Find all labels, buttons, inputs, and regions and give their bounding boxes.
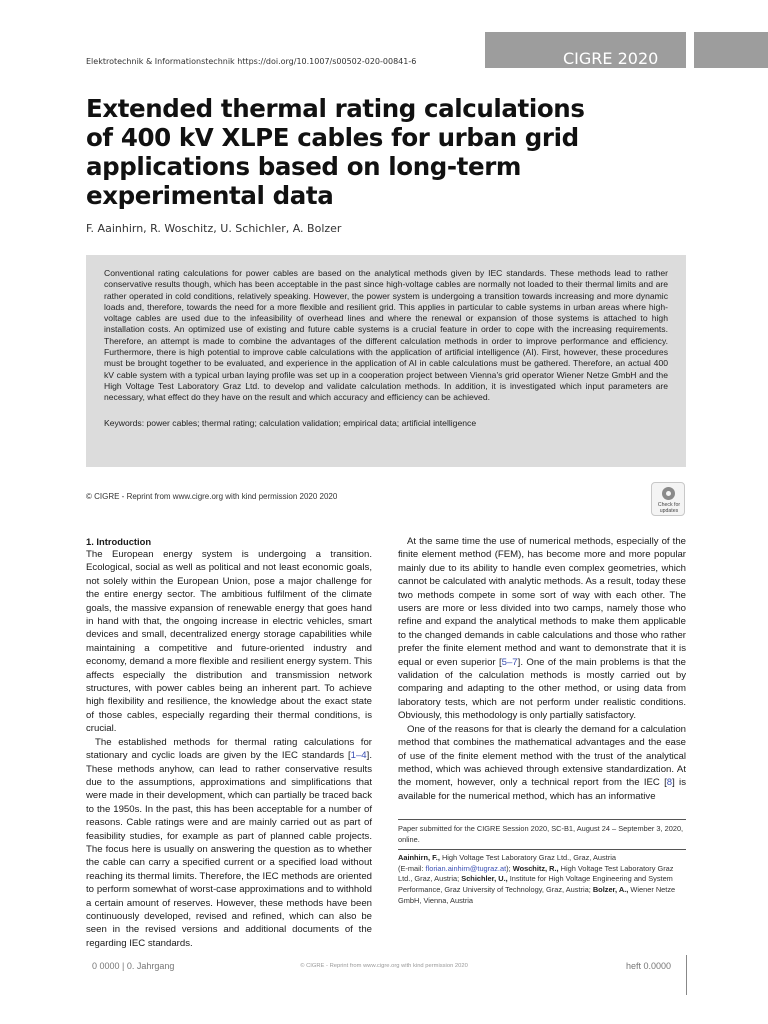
author-name: Bolzer, A., (592, 884, 629, 894)
text-run: ); (506, 863, 513, 873)
section-heading: 1. Introduction (86, 536, 152, 547)
text-run: The established methods for thermal rating calculations for stationary and cyclic loads are given by the IEC standards [ (86, 736, 372, 762)
body-paragraph (86, 736, 372, 951)
text-run: One of the reasons for that is clearly the demand for a calculation method that combines the mathematical advantages and the ease of use of the finite element method with the trust of the analytical method, which was achieved through extensive standardization. At the moment, however, only a technical report from the IEC [ (398, 723, 686, 789)
conference-tab (485, 32, 686, 68)
affiliation: Wiener Netze GmbH, Vienna, Austria (398, 884, 676, 905)
footer-issue: 0 0000 | 0. Jahrgang (92, 961, 175, 971)
footer-page: heft 0.0000 (626, 961, 672, 971)
author-name: Aainhirn, F., (398, 853, 440, 863)
copyright-notice: © CIGRE - Reprint from www.cigre.org with kind permission 2020 2020 (86, 492, 338, 501)
affiliation: High Voltage Test Laboratory Graz Ltd., Graz, Austria; (398, 863, 674, 884)
check-for-updates-icon (662, 487, 675, 500)
body-paragraph (398, 535, 686, 723)
margin-line (686, 955, 687, 995)
keywords: Keywords: power cables; thermal rating; calculation validation; empirical data; artificial intelligence (104, 417, 477, 428)
author-name: Woschitz, R., (512, 863, 559, 873)
abstract-text: Conventional rating calculations for power cables are based on the analytical methods given by IEC standards. These methods lead to rather conservative results though, which has been acceptable in the past since high-voltage cables are normally not loaded to their thermal limits and are rather operated in cold conditions, relatively speaking. However, the power system is undergoing a transition towards increasing and more dynamic loads and, therefore, towards the need for a more flexible and resilient grid. This applies in particular to cable systems in urban areas where high-voltage cables are used due to the infeasibility of overhead lines and where the renewal or expansion of those systems is attached to high installation costs. An optimized use of existing and future cable systems is a crucial feature in order to cope with the increasing requirements. Therefore, an attempt is made to combine the advantages of the different calculation methods in order to improve performance and efficiency. Furthermore, there is high potential to improve cable calculations with the application of artificial intelligence (AI). First, however, these procedures must be brought together to be evaluated, and experience in the application of AI in cable calculations must be gathered. Therefore, an actual 400 kV cable system with a typical urban laying profile was set up in a cooperation project between Vienna's grid operator Wiener Netze GmbH and the High Voltage Test Laboratory Graz Ltd. to develop and validate calculation methods. In addition, it is investigated which input parameters are necessary, what effect do they have on the result and which accuracy and efficiency can be achieved. (104, 268, 668, 403)
affiliation: Institute for High Voltage Engineering and System Performance, Graz University of Technology, Graz, Austria; (398, 874, 673, 894)
footnote-divider (398, 819, 686, 820)
author-email-link[interactable]: florian.ainhirn@tugraz.at (425, 863, 507, 873)
body-paragraph: The European energy system is undergoing a transition. Ecological, social as well as political and not least economic goals, not solely within the European Union, pose a major challenge for the entire energy sector. The ambitious fulfilment of the climate goals, the massive expansion of renewable energy that goes hand in hand with that, the ongoing increase in electric vehicles, smart devices and small, decentralized energy storage capabilities while maintaining a competitive and future-oriented industry and economy, demand a more flexible and resilient energy system. This affects especially the distribution and transmission network structures, with power cables being an inherent part. To achieve high flexibility and resilience, the knowledge about the exact state of those cables, especially regarding their thermal conditions, is crucial. (86, 549, 372, 735)
submission-note: Paper submitted for the CIGRE Session 2020, SC-B1, August 24 – September 3, 2020, online. (398, 824, 684, 844)
left-column (86, 535, 372, 950)
author-name: Schichler, U., (461, 874, 508, 884)
check-for-updates-label: Check for updates (657, 502, 681, 514)
check-for-updates-badge[interactable] (651, 482, 685, 516)
affiliation: High Voltage Test Laboratory Graz Ltd., Graz, Austria (439, 853, 616, 863)
text-run: (E-mail: (398, 863, 426, 873)
footnote (398, 824, 686, 914)
text-run: ]. One of the main problems is that the validation of the calculation methods is mostly carried out by comparing and adapting to the other method, or using data from laboratory tests, which are not perform under realistic conditions. Obviously, this methodology is only partially satisfactory. (398, 656, 686, 722)
conference-tab-label: CIGRE 2020 (563, 49, 659, 68)
journal-reference: Elektrotechnik & Informationstechnik https://doi.org/10.1007/s00502-020-00841-6 (86, 57, 417, 66)
text-run: At the same time the use of numerical methods, especially of the finite element method (FEM), has become more and more popular mainly due to its ability to handle even complex geometries, which cannot be calculated with analytic methods. As a result, today these two methods compete in some sort of way with each other. The users are more or less divided into two camps, namely those who refine and expand the analytical methods to make them applicable to the changed demands in cable calculations and those who rather prefer the finite element method and want to demonstrate that it is equal or even superior [ (398, 536, 686, 668)
citation-link[interactable]: 5–7 (501, 656, 518, 668)
right-column (398, 535, 686, 803)
abstract-box (86, 255, 686, 467)
body-paragraph (398, 723, 686, 803)
text-run: ]. These methods anyhow, can lead to rather conservative results due to the assumptions, approximations and simplifications that were made in their development, which can partially be traced back to the 1950s. In the past, this has been acceptable for a number of reasons. Cable ratings were and are mainly carried out as part of feasibility studies, for example as part of planned cable projects. The focus here is usually on answering the question as to whether the cable can carry a specified current or a specified load without reaching its thermal limits. Therefore, the IEC methods are oriented to perform somewhat of worst-case approximations and to withhold a certain amount of reserves. However, these methods have been continuously developed, revised and refined, which can also be seen in the revised versions and additional documents of the regarding IEC standards. (86, 750, 372, 949)
footer-reprint-notice: © CIGRE - Reprint from www.cigre.org with kind permission 2020 (300, 963, 468, 969)
citation-link[interactable]: 8 (666, 777, 673, 789)
author-affiliations (398, 853, 686, 906)
affiliation-divider (398, 849, 686, 850)
text-run: ] is available for the numerical method, which has an informative (398, 777, 686, 802)
paper-title: Extended thermal rating calculations of 400 kV XLPE cables for urban grid applications based on long-term experimental data (86, 94, 585, 210)
side-tab (694, 32, 768, 68)
author-list: F. Aainhirn, R. Woschitz, U. Schichler, A. Bolzer (86, 222, 342, 235)
citation-link[interactable]: 1–4 (350, 750, 367, 762)
